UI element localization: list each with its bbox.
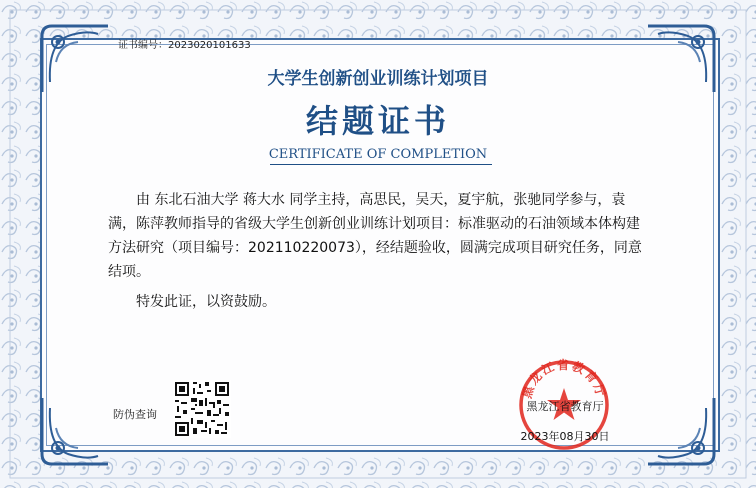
verify-label: 防伪查询 — [113, 408, 157, 421]
issue-date: 2023年08月30日 — [520, 430, 610, 443]
corner-ornament-icon — [38, 394, 112, 468]
page-title: 结题证书 — [305, 102, 450, 140]
certificate-body — [108, 188, 648, 284]
issuer-name: 黑龙江省教育厅 — [526, 400, 604, 413]
qr-code[interactable] — [173, 380, 231, 438]
program-title: 大学生创新创业训练计划项目 — [267, 69, 489, 89]
body-text: 由 东北石油大学 蒋大水 同学主持，高思民，吴天，夏宇航，张驰同学参与，袁满，陈萍教师指导的省级大学生创新创业训练计划项目：标准驱动的石油领域本体构建方法研究（项目编号：202110220073），经结题验收，圆满完成项目研究任务，同意结项。 — [108, 192, 642, 280]
english-title: CERTIFICATE OF COMPLETION — [268, 147, 488, 162]
corner-ornament-icon — [644, 394, 718, 468]
title-underline — [270, 164, 492, 165]
closing-text: 特发此证，以资鼓励。 — [136, 294, 276, 310]
certificate-number: 证书编号：2023020101633 — [118, 40, 251, 51]
seal-text: 黑龙江省教育厅 — [519, 358, 609, 400]
